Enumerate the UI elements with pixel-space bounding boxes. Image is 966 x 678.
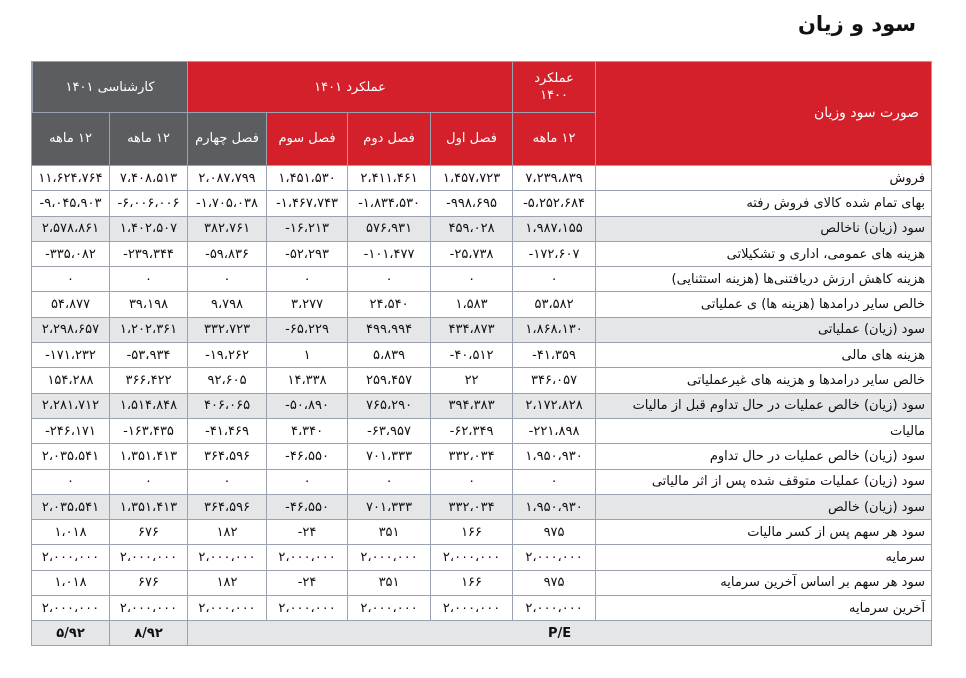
table-cell: ۳۹۴،۳۸۳	[431, 393, 513, 418]
table-cell: ۰	[188, 267, 267, 292]
row-header-label: صورت سود وزیان	[596, 62, 932, 166]
table-cell: ۰	[110, 469, 188, 494]
table-cell: -۵۲،۲۹۳	[267, 241, 348, 266]
table-row	[32, 292, 932, 317]
table-cell: -۲۲۱،۸۹۸	[513, 418, 596, 443]
col-header: ۱۲ ماهه	[513, 113, 596, 166]
col-header: فصل سوم	[267, 113, 348, 166]
row-label: سود (زیان) عملیاتی	[596, 317, 932, 342]
table-cell: -۵۳،۹۳۴	[110, 343, 188, 368]
table-cell: ۲،۰۰۰،۰۰۰	[110, 545, 188, 570]
table-cell: -۴۶،۵۵۰	[267, 444, 348, 469]
table-cell: -۶۵،۲۲۹	[267, 317, 348, 342]
table-cell: ۲،۰۰۰،۰۰۰	[431, 596, 513, 621]
table-cell: ۲،۵۷۸،۸۶۱	[32, 216, 110, 241]
table-cell: ۲،۰۰۰،۰۰۰	[32, 545, 110, 570]
table-cell: -۱۶۳،۴۳۵	[110, 418, 188, 443]
table-cell: -۲۵،۷۳۸	[431, 241, 513, 266]
table-cell: ۱،۴۰۲،۵۰۷	[110, 216, 188, 241]
table-cell: ۰	[267, 469, 348, 494]
table-cell: ۱،۴۵۷،۷۲۳	[431, 166, 513, 191]
table-cell: ۰	[32, 469, 110, 494]
group-header-expert-1401-label: کارشناسی ۱۴۰۱	[32, 62, 187, 112]
table-cell: ۰	[513, 267, 596, 292]
col-header: فصل دوم	[348, 113, 431, 166]
table-cell: ۲،۰۳۵،۵۴۱	[32, 494, 110, 519]
row-label: هزینه کاهش ارزش دریافتنی‌ها (هزینه استثنایی)	[596, 267, 932, 292]
table-cell: ۱،۵۱۴،۸۴۸	[110, 393, 188, 418]
table-cell: ۲،۰۰۰،۰۰۰	[348, 545, 431, 570]
table-cell: ۳۶۶،۴۲۲	[110, 368, 188, 393]
table-cell: ۲،۰۰۰،۰۰۰	[188, 596, 267, 621]
row-label: مالیات	[596, 418, 932, 443]
table-cell: -۱۰۱،۴۷۷	[348, 241, 431, 266]
table-cell: ۱۱،۶۲۴،۷۶۴	[32, 166, 110, 191]
table-cell: ۱،۲۰۲،۳۶۱	[110, 317, 188, 342]
table-cell: ۳۳۲،۰۳۴	[431, 494, 513, 519]
table-cell: ۱۸۲	[188, 570, 267, 595]
row-label: خالص سایر درامدها و هزینه های غیرعملیاتی	[596, 368, 932, 393]
table-cell: ۳۴۶،۰۵۷	[513, 368, 596, 393]
table-cell: -۲۳۹،۳۴۴	[110, 241, 188, 266]
table-row	[32, 520, 932, 545]
table-cell: ۰	[188, 469, 267, 494]
table-cell: ۱،۳۵۱،۴۱۳	[110, 444, 188, 469]
row-label: خالص سایر درامدها (هزینه ها) ی عملیاتی	[596, 292, 932, 317]
table-cell: ۳۵۱	[348, 520, 431, 545]
col-header: ۱۲ ماهه	[32, 113, 110, 166]
table-cell: ۲،۰۰۰،۰۰۰	[348, 596, 431, 621]
table-cell: -۹،۰۴۵،۹۰۳	[32, 191, 110, 216]
table-cell: ۰	[267, 267, 348, 292]
pe-value-1402: ۵/۹۲	[32, 621, 110, 646]
col-header: ۱۲ ماهه	[110, 113, 188, 166]
row-label: سود (زیان) خالص عملیات در حال تداوم قبل از مالیات	[596, 393, 932, 418]
table-cell: -۵،۲۵۲،۶۸۴	[513, 191, 596, 216]
table-cell: ۲،۰۰۰،۰۰۰	[32, 596, 110, 621]
table-row	[32, 393, 932, 418]
col-header: فصل چهارم	[188, 113, 267, 166]
table-cell: -۳۳۵،۰۸۲	[32, 241, 110, 266]
table-cell: ۵۷۶،۹۳۱	[348, 216, 431, 241]
table-row	[32, 267, 932, 292]
table-cell: -۶۳،۹۵۷	[348, 418, 431, 443]
table-cell: -۹۹۸،۶۹۵	[431, 191, 513, 216]
table-cell: -۲۴۶،۱۷۱	[32, 418, 110, 443]
table-cell: ۱۵۴،۲۸۸	[32, 368, 110, 393]
table-cell: ۲،۰۰۰،۰۰۰	[513, 596, 596, 621]
table-cell: ۷،۲۳۹،۸۳۹	[513, 166, 596, 191]
table-cell: ۱،۸۶۸،۱۳۰	[513, 317, 596, 342]
row-label: سود (زیان) خالص	[596, 494, 932, 519]
table-cell: ۱۸۲	[188, 520, 267, 545]
table-cell: ۲،۰۰۰،۰۰۰	[513, 545, 596, 570]
table-cell: ۷۰۱،۳۳۳	[348, 494, 431, 519]
table-row	[32, 343, 932, 368]
table-cell: ۷۶۵،۲۹۰	[348, 393, 431, 418]
table-cell: -۴۱،۴۶۹	[188, 418, 267, 443]
table-row	[32, 469, 932, 494]
table-cell: ۶۷۶	[110, 520, 188, 545]
group-header-1400: عملکرد ۱۴۰۰	[513, 62, 596, 113]
table-cell: ۱،۹۵۰،۹۳۰	[513, 494, 596, 519]
table-row	[32, 241, 932, 266]
table-cell: -۲۴	[267, 520, 348, 545]
table-cell: ۲،۰۰۰،۰۰۰	[267, 545, 348, 570]
page-title: سود و زیان	[797, 12, 916, 36]
table-cell: -۴۶،۵۵۰	[267, 494, 348, 519]
table-cell: ۲،۰۳۵،۵۴۱	[32, 444, 110, 469]
table-cell: ۲،۰۰۰،۰۰۰	[267, 596, 348, 621]
table-cell: ۳۶۴،۵۹۶	[188, 444, 267, 469]
table-cell: ۱	[267, 343, 348, 368]
table-cell: ۱،۳۵۱،۴۱۳	[110, 494, 188, 519]
table-cell: ۲۲	[431, 368, 513, 393]
row-label: هزینه های عمومی، اداری و تشکیلاتی	[596, 241, 932, 266]
table-cell: ۴۹۹،۹۹۴	[348, 317, 431, 342]
table-cell: ۲۵۹،۴۵۷	[348, 368, 431, 393]
table-cell: -۱۷۲،۶۰۷	[513, 241, 596, 266]
table-cell: ۲،۰۰۰،۰۰۰	[110, 596, 188, 621]
table-row	[32, 216, 932, 241]
table-cell: ۳۹،۱۹۸	[110, 292, 188, 317]
table-cell: ۷۰۱،۳۳۳	[348, 444, 431, 469]
table-row	[32, 444, 932, 469]
row-label: سرمایه	[596, 545, 932, 570]
table-cell: ۰	[110, 267, 188, 292]
row-label: سود (زیان) خالص عملیات در حال تداوم	[596, 444, 932, 469]
table-cell: ۲۴،۵۴۰	[348, 292, 431, 317]
table-cell: ۰	[431, 469, 513, 494]
table-cell: ۵۴،۸۷۷	[32, 292, 110, 317]
table-cell: ۳۳۲،۷۲۳	[188, 317, 267, 342]
row-label: سود (زیان) عملیات متوقف شده پس از اثر مالیاتی	[596, 469, 932, 494]
row-label: آخرین سرمایه	[596, 596, 932, 621]
table-cell: ۴،۳۴۰	[267, 418, 348, 443]
table-row	[32, 418, 932, 443]
group-header-expert-1401-wide	[32, 62, 188, 113]
table-cell: ۷،۴۰۸،۵۱۳	[110, 166, 188, 191]
table-cell: ۲،۲۹۸،۶۵۷	[32, 317, 110, 342]
table-cell: ۱،۵۸۳	[431, 292, 513, 317]
table-cell: ۰	[32, 267, 110, 292]
table-cell: ۱،۹۵۰،۹۳۰	[513, 444, 596, 469]
table-row	[32, 494, 932, 519]
table-cell: ۲،۱۷۲،۸۲۸	[513, 393, 596, 418]
row-label: بهای تمام شده کالای فروش رفته	[596, 191, 932, 216]
table-cell: ۹۷۵	[513, 520, 596, 545]
table-cell: ۲،۰۰۰،۰۰۰	[188, 545, 267, 570]
table-cell: ۲،۰۰۰،۰۰۰	[431, 545, 513, 570]
table-cell: ۲،۰۸۷،۷۹۹	[188, 166, 267, 191]
table-cell: ۳۵۱	[348, 570, 431, 595]
table-cell: ۱،۰۱۸	[32, 570, 110, 595]
table-cell: -۵۹،۸۳۶	[188, 241, 267, 266]
table-cell: ۹۷۵	[513, 570, 596, 595]
table-cell: ۳،۲۷۷	[267, 292, 348, 317]
pe-label: P/E	[188, 621, 932, 646]
table-row	[32, 166, 932, 191]
table-row	[32, 545, 932, 570]
table-cell: -۵۰،۸۹۰	[267, 393, 348, 418]
group-header-1401: عملکرد ۱۴۰۱	[188, 62, 513, 113]
table-cell: ۰	[513, 469, 596, 494]
table-cell: ۵،۸۳۹	[348, 343, 431, 368]
row-label: فروش	[596, 166, 932, 191]
table-cell: ۶۷۶	[110, 570, 188, 595]
row-label: سود (زیان) ناخالص	[596, 216, 932, 241]
table-cell: -۱،۸۳۴،۵۳۰	[348, 191, 431, 216]
table-cell: ۹۲،۶۰۵	[188, 368, 267, 393]
table-cell: ۱،۹۸۷،۱۵۵	[513, 216, 596, 241]
table-cell: ۰	[348, 267, 431, 292]
row-label: هزینه های مالی	[596, 343, 932, 368]
table-cell: ۹،۷۹۸	[188, 292, 267, 317]
table-cell: ۲،۴۱۱،۴۶۱	[348, 166, 431, 191]
table-cell: ۳۳۲،۰۳۴	[431, 444, 513, 469]
table-cell: ۱،۴۵۱،۵۳۰	[267, 166, 348, 191]
col-header: فصل اول	[431, 113, 513, 166]
table-cell: ۱،۰۱۸	[32, 520, 110, 545]
table-cell: ۰	[348, 469, 431, 494]
row-label: سود هر سهم بر اساس آخرین سرمایه	[596, 570, 932, 595]
table-row	[32, 596, 932, 621]
table-cell: ۴۵۹،۰۲۸	[431, 216, 513, 241]
table-cell: ۵۳،۵۸۲	[513, 292, 596, 317]
row-label: سود هر سهم پس از کسر مالیات	[596, 520, 932, 545]
table-cell: ۲،۲۸۱،۷۱۲	[32, 393, 110, 418]
table-cell: ۱۶۶	[431, 570, 513, 595]
table-cell: ۰	[431, 267, 513, 292]
table-cell: ۳۸۲،۷۶۱	[188, 216, 267, 241]
income-statement-table	[31, 61, 932, 646]
table-row	[32, 317, 932, 342]
income-statement-table-wrap	[31, 61, 931, 646]
table-cell: -۱۹،۲۶۲	[188, 343, 267, 368]
table-cell: ۱۴،۳۳۸	[267, 368, 348, 393]
table-row	[32, 368, 932, 393]
table-cell: ۳۶۴،۵۹۶	[188, 494, 267, 519]
table-cell: -۱،۴۶۷،۷۴۳	[267, 191, 348, 216]
table-cell: -۶،۰۰۶،۰۰۶	[110, 191, 188, 216]
pe-value-1401: ۸/۹۲	[110, 621, 188, 646]
table-cell: -۴۱،۳۵۹	[513, 343, 596, 368]
table-cell: -۱،۷۰۵،۰۳۸	[188, 191, 267, 216]
table-cell: -۴۰،۵۱۲	[431, 343, 513, 368]
table-row	[32, 570, 932, 595]
table-cell: ۴۳۴،۸۷۳	[431, 317, 513, 342]
table-cell: ۴۰۶،۰۶۵	[188, 393, 267, 418]
table-row	[32, 191, 932, 216]
table-cell: -۶۲،۳۴۹	[431, 418, 513, 443]
table-cell: -۱۶،۲۱۳	[267, 216, 348, 241]
table-cell: -۱۷۱،۲۳۲	[32, 343, 110, 368]
table-cell: -۲۴	[267, 570, 348, 595]
table-cell: ۱۶۶	[431, 520, 513, 545]
